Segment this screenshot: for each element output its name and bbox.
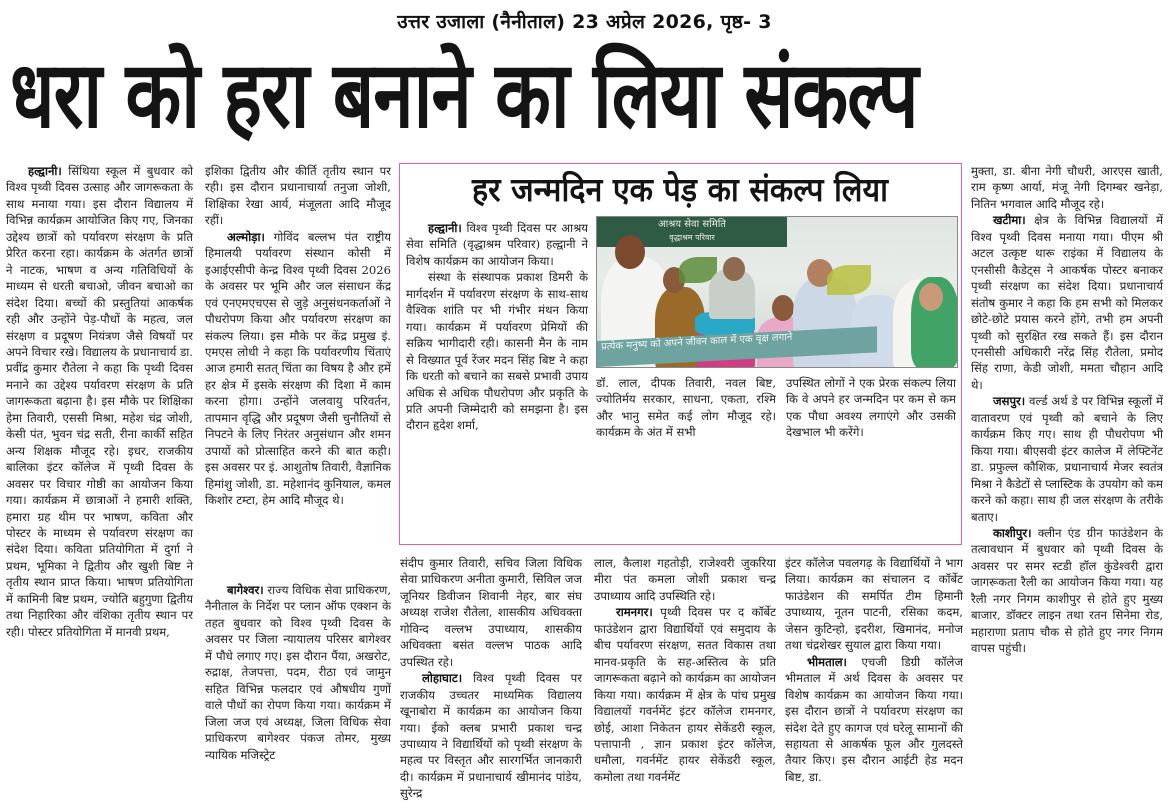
dateline-place: रामनगर। <box>616 605 653 620</box>
article-text-continued: इशिका द्वितीय और कीर्ति तृतीय स्थान पर रही। इस दौरान प्रधानाचार्या तनुजा जोशी, शिक्षिका रेखा आर्य, मंजूलता आदि मौजूद रहीं। <box>205 164 391 228</box>
dateline-place: खटीमा। <box>993 213 1026 228</box>
photo-person-head <box>772 295 794 321</box>
article-text-continued: लाल, कैलाश गहतोड़ी, राजेश्वरी जुकरिया मीरा पंत कमला जोशी प्रकाश चन्द्र उपाध्याय आदि उपस्थिति रहे। <box>594 556 776 603</box>
photo-person-head <box>723 257 745 281</box>
dateline-place: अल्मोड़ा। <box>227 229 265 244</box>
article-text: उपस्थित लोगों ने एक प्रेरक संकल्प लिया कि वे अपने हर जन्मदिन पर कम से कम एक पौधा अवश्य लगाएंगे और उसकी देखभाल भी करेंगे। <box>786 376 956 440</box>
article-text: विश्व पृथ्वी दिवस पर आश्रय सेवा समिति (वृद्धाश्रम परिवार) हल्द्वानी ने विशेष कार्यक्रम का आयोजन किया। <box>406 221 588 268</box>
article-column-almora <box>205 163 391 583</box>
page-dateline: उत्तर उजाला (नैनीताल) 23 अप्रेल 2026, पृष्ठ- 3 <box>397 11 772 33</box>
article-column-ramnagar <box>594 555 776 801</box>
dateline-place: लोहाघाट। <box>422 671 463 686</box>
article-text: विश्व पृथ्वी दिवस पर राजकीय उच्चतर माध्यमिक विद्यालय खूनाबोरा में कार्यक्रम का आयोजन किया गया। ईको क्लब प्रभारी प्रकाश चन्द्र उपाध्याय ने विद्यार्थियों को पृथ्वी संरक्षण के महत्व पर विस्तृत और सारगर्भित जानकारी दी। कार्यक्रम में प्रधानाचार्य खीमानंद पांडेय, सुरेन्द्र <box>400 671 582 801</box>
article-text: गोविंद बल्लभ पंत राष्ट्रीय हिमालयी पर्यावरण संस्थान कोसी में इआईएसीपी केन्द्र विश्व पृथ्वी दिवस 2026 के अवसर पर भूमि और जल संसाधन केंद्र एवं एनएमएचएस से जुड़े अनुसंधनकर्ताओं ने पौधरोपण किया और पर्यावरण संरक्षण का संकल्प लिया। इस मौके पर केंद्र प्रमुख इं. एमएस लोधी ने कहा कि पर्यावरणीय चिंताएं आज हमारी सतत् चिंता का विषय है और हमें हर क्षेत्र में इसके संरक्षण की दिशा में काम करना होगा। उन्होंने जलवायु परिवर्तन, तापमान वृद्धि और प्रदूषण जैसी चुनौतियों से निपटने के लिए निरंतर अनुसंधान और शमन उपायों को प्रोत्साहित करने की बात कही। इस अवसर पर इं. आशुतोष तिवारी, वैज्ञानिक हिमांशु जोशी, डा. महेशानंद कुनियाल, कमल किशोर टम्टा, हेम आदि मौजूद थे। <box>205 229 391 508</box>
photo-banner-top-subtext: वृद्धाश्रम परिवार <box>669 233 715 242</box>
plant-leaf <box>827 265 871 295</box>
photo-banner-bottom: प्रत्येक मनुष्य को अपने जीवन काल में एक वृक्ष लगाने <box>597 326 877 367</box>
article-text: पृथ्वी दिवस पर द कॉर्बेट फाउंडेशन द्वारा विद्यार्थियों एवं समुदाय के बीच पर्यावरण संरक्षण, सतत विकास तथा मानव-प्रकृति के सह-अस्तित्व के प्रति जागरूकता बढ़ाने को कार्यक्रम का आयोजन किया गया। कार्यक्रम में क्षेत्र के पांच प्रमुख विद्यालयों गवर्नमेंट इंटर कॉलेज रामनगर, छोई, आशा निकेतन हायर सेकेंडरी स्कूल, पत्तापानी , ज्ञान प्रकाश इंटर कॉलेज, धमौला, गवर्नमेंट हायर सेकेंडरी स्कूल, कमोला तथा गवर्नमेंट <box>594 605 776 784</box>
main-headline: धरा को हरा बनाने का लिया संकल्प <box>10 42 918 150</box>
article-text-continued: संदीप कुमार तिवारी, सचिव जिला विधिक सेवा प्राधिकरण अनीता कुमारी, सिविल जज जूनियर डिवीजन शिवानी नेहर, बार संघ अध्यक्ष राजेश रौतेला, शासकीय अधिवक्ता गोविन्द वल्लभ उपाध्याय, शासकीय अधिवक्ता बसंत वल्लभ पाठक आदि उपस्थित रहे। <box>400 556 582 669</box>
article-text: क्षेत्र के विभिन्न विद्यालयों में विश्व पृथ्वी दिवस मनाया गया। पीएम श्री अटल उत्कृष्ट थारू राइंका में विद्यालय के एनसीसी कैडेट्स ने आकर्षक पोस्टर बनाकर पृथ्वी संरक्षण का संदेश दिया। प्रधानाचार्य संतोष कुमार ने कहा कि हम सभी को मिलकर छोटे-छोटे प्रयास करने होंगे, तभी हम अपनी पृथ्वी को सुरक्षित रख सकते हैं। इस दौरान एनसीसी अधिकारी नरेंद्र सिंह रौतेला, प्रमोद सिंह राणा, केडी जोशी, ममता चौहान आदि थे। <box>971 213 1163 392</box>
article-text: डॉ. लाल, दीपक तिवारी, नवल बिष्ट, ज्योतिर्मय सरकार, साधना, एकता, रश्मि और भानु समेत कई लोग मौजूद रहे। कार्यक्रम के अंत में सभी <box>596 376 776 440</box>
article-column-lohaghat <box>400 555 582 801</box>
article-text: संस्था के संस्थापक प्रकाश डिमरी के मार्गदर्शन में पर्यावरण संरक्षण के साथ-साथ वैश्विक शांति पर भी गंभीर मंथन किया गया। कार्यक्रम में पर्यावरण प्रेमियों की सक्रिय भागीदारी रही। कासनी मैन के नाम से विख्यात पूर्व रेंजर मदन सिंह बिष्ट ने कहा कि धरती को बचाने का सबसे प्रभावी उपाय अधिक से अधिक पौधरोपण और प्रकृति के प्रति अपनी जिम्मेदारी को समझना है। इस दौरान हृदेश शर्मा, <box>406 270 588 433</box>
article-text: राज्य विधिक सेवा प्राधिकरण, नैनीताल के निर्देश पर प्लान ऑफ एक्शन के तहत बुधवार को विश्व पृथ्वी दिवस के अवसर पर जिला न्यायालय परिसर बागेश्वर में पौधे लगाए गए। इस दौरान पैंया, अखरोट, रुद्राक्ष, तेजपत्ता, पदम, रीठा एवं जामुन सहित विभिन्न फलदार एवं औषधीय गुणों वाले पौधों का रोपण किया गया। कार्यक्रम में जिला जज एवं अध्यक्ष, जिला विधिक सेवा प्राधिकरण बागेश्वर पंकज तोमर, मुख्य न्यायिक मजिस्ट्रेट <box>205 583 391 762</box>
article-text: एचजी डिग्री कॉलेज भीमताल में अर्थ दिवस के अवसर पर विशेष कार्यक्रम का आयोजन किया गया। इस दौरान छात्रों ने पर्यावरण संरक्षण का संदेश देते हुए कागज एवं घरेलू सामानों की सहायता से आकर्षक फूल और गुलदस्ते तैयार किए। इस दौरान आईटी हेड मदन बिष्ट, डा. <box>785 654 963 784</box>
article-column-khatima-jaspur-kashipur <box>971 163 1163 801</box>
article-text: वर्ल्ड अर्थ डे पर विभिन्न स्कूलों में वातावरण एवं पृथ्वी को बचाने के लिए कार्यक्रम किए गए। साथ ही पौधरोपण भी किया गया। बीएसवी इंटर कालेज में लेफ्टिनेंट डा. प्रफुल्ल कौशिक, प्रधानाचार्य मेजर स्वतंत्र मिश्रा ने कैडेटों से प्लास्टिक के उपयोग को कम करने को कहा। साथ ही जल संरक्षण के तरीके बताए। <box>971 394 1163 524</box>
photo-person-head <box>615 235 645 269</box>
boxed-story <box>399 163 962 545</box>
boxed-story-column-3 <box>786 375 956 541</box>
dateline-place: हल्द्वानी। <box>428 221 462 235</box>
dateline-place: बागेश्वर। <box>227 583 264 597</box>
dateline-place: जसपुर। <box>993 394 1026 409</box>
article-text-continued: इंटर कॉलेज पवलगढ़ के विद्यार्थियों ने भाग लिया। कार्यक्रम का संचालन द कॉर्बेट फाउंडेशन की समर्पित टीम हिमानी उपाध्याय, नूतन पाटनी, रसिका कदम, जेसन कुटिन्हो, इदरीश, खिमानंद, मनोज तथा चंद्रशेखर सुयाल द्वारा किया गया। <box>785 556 963 653</box>
boxed-story-column-1 <box>406 220 588 540</box>
article-column-bhimtal <box>785 555 963 801</box>
dateline-place: काशीपुर। <box>993 525 1032 540</box>
photo-banner-top-text: आश्रय सेवा समिति <box>658 219 726 230</box>
boxed-story-title: हर जन्मदिन एक पेड़ का संकल्प लिया <box>472 170 888 209</box>
article-column-bageshwar <box>205 582 391 801</box>
photo-person-head <box>919 283 943 311</box>
article-column-haldwani <box>6 163 193 801</box>
article-text-continued: मुक्ता, डा. बीना नेगी चौधरी, आरएस खाती, राम कृष्ण आर्या, मंजू नेगी दिगम्बर खनेड़ा, नितिन भगवाल आदि मौजूद रहे। <box>971 164 1163 211</box>
boxed-story-column-2 <box>596 375 776 541</box>
article-text: क्लीन एंड ग्रीन फाउंडेशन के तत्वावधान में बुधवार को पृथ्वी दिवस के अवसर पर समर स्टडी हॉल कुंडेश्वरी द्वारा जागरूकता रैली का आयोजन किया गया। यह रैली नगर निगम काशीपुर से होते हुए मुख्य बाजार, डॉक्टर लाइन तथा रतन सिनेमा रोड, महाराणा प्रताप चौक से होते हुए नगर निगम वापस पहुंची। <box>971 525 1163 656</box>
dateline-place: भीमताल। <box>807 654 847 669</box>
dateline-place: हल्द्वानी। <box>28 164 62 178</box>
news-photo <box>596 216 958 368</box>
article-text: सिंथिया स्कूल में बुधवार को विश्व पृथ्वी दिवस उत्साह और जागरूकता के साथ मनाया गया। इस दौरान विद्यालय में विभिन्न कार्यक्रम आयोजित किए गए, जिनका उद्देश्य छात्रों को पर्यावरण संरक्षण के प्रति प्रेरित करना रहा। कार्यक्रम के अंतर्गत छात्रों ने नाटक, भाषण व अन्य गतिविधियों के माध्यम से धरती बचाओ, जीवन बचाओ का संदेश दिया। बच्चों की प्रस्तुतियां आकर्षक रही और उन्होंने पेड़-पौधों के महत्व, जल संरक्षण व प्रदूषण नियंत्रण जैसे विषयों पर अपने विचार रखे। विद्यालय के प्रधानाचार्य डा. प्रवींद्र कुमार रौतेला ने कहा कि पृथ्वी दिवस मनाने का उद्देश्य पर्यावरण संरक्षण के प्रति जागरूकता बढ़ाना है। इस मौके पर शिक्षिका हेमा तिवारी, एससी मिश्रा, महेश चंद्र जोशी, केसी पंत, भुवन चंद्र सती, रीना कार्की सहित अन्य शिक्षक मौजूद रहे। इधर, राजकीय बालिका इंटर कॉलेज में पृथ्वी दिवस के अवसर पर विचार गोष्ठी का आयोजन किया गया। कार्यक्रम में छात्राओं ने हमारी शक्ति, हमारा ग्रह थीम पर भाषण, कविता और पोस्टर के माध्यम से पर्यावरण संरक्षण का संदेश दिया। कविता प्रतियोगिता में दुर्गा ने प्रथम, भूमिका ने द्वितीय और खुशी बिष्ट ने तृतीय स्थान प्राप्त किया। भाषण प्रतियोगिता में कामिनी बिष्ट प्रथम, ज्योति बहुगुणा द्वितीय तथा निहारिका और वंशिका तृतीय स्थान पर रही। पोस्टर प्रतियोगिता में मानवी प्रथम, <box>6 164 193 639</box>
